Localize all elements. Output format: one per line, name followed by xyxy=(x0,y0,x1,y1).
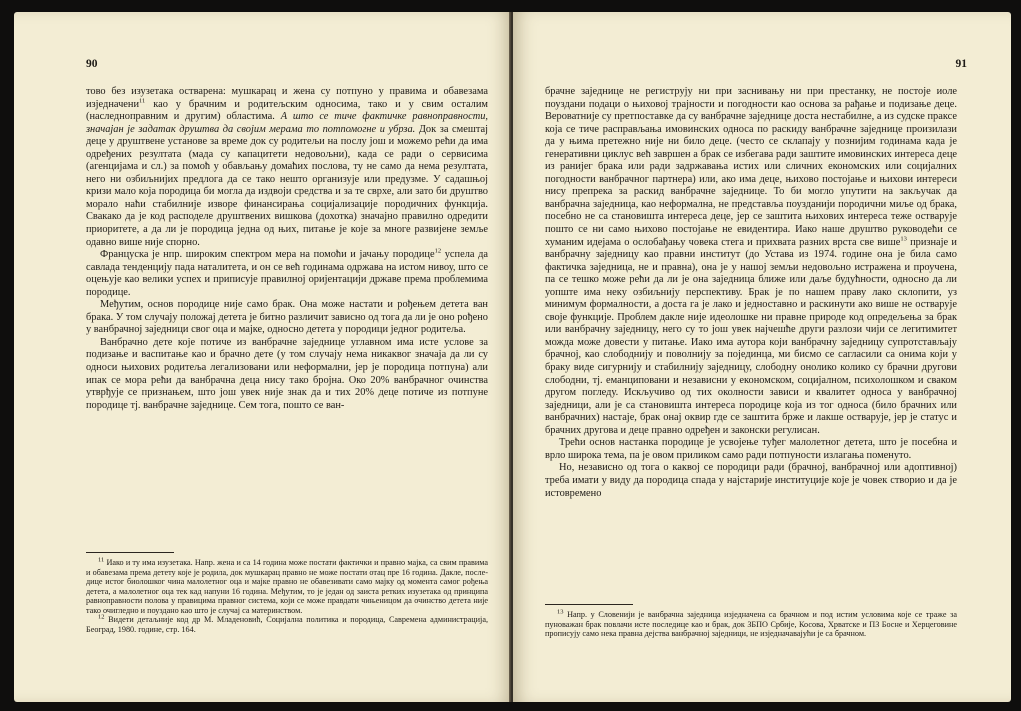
footnotes xyxy=(545,610,957,639)
paragraph: брачне заједнице не региструју ни при заснивању ни при престанку, не постоје иоле поуздани подаци о њиховој трајности и погодности као основа за рађање и подизање деце. Вероватније су претпоставке да су ванбрачне заједнице доста нестабилне, а из судске праксе која се тиче расправљања имовинских односа по раскиду ванбрачне заједнице произилази да у њима претежно није ни било деце. (често се склапају у познијим годинама када је генеративни циклус већ завршен а брак се избегава ради заштите имовинских интереса деце из ранијег брака или ради задржавања истих или сличних економских или социјалних погодности ванбрачног партнера) или, ако има деце, њихово постојање и њихови интереси нису препрека за раскид ванбрачне заједнице. То би могло упутити на закључак да ванбрачна заједница, као неформална, не представља поузданији породични миље од брака, посебно не са становишта интереса деце, јер се заштита њихових интереса теже остварује пошто се ни само њихово постојање не евидентира. Иако наше друштво руководећи се хуманим идејама о ослобађању човека стега и прихвата разних врста све више$^{13}$ признаје и ванбрачну заједницу као правни институт (до Устава из 1974. године она је била само фактичка заједница, не и правна), она је у нашој земљи недовољно истражена и проучена, па се тешко може рећи да ли је она заједница ближе или даље будућности, односно да ли уопште има неку озбиљнију перспективу. Брак је по нашем праву лако склопити, уз минимум формалности, а доста га је лако и једноставно и раскинути ако више не остварује своје функције. Проблем дакле није идеолошке ни правне природе код опредељења за брак или ванбрачну заједницу, него су то још увек најчешће други разлози чији се легитимитет можда може довести у питање. Иако има аутора који ванбрачну заједницу супротстављају брачној, као слободнију и поволнију за појединца, ми бисмо се сагласили са онима који у браку виде сигурнију и стабилнију заједницу, слободну онолико колико су брачни другови слободни, тј. еманциповани и независни у економском, социјалном, психолошком и сваком другом погледу. Искључиво од тих околности зависи и квалитет односа у ванбрачној заједници, али је са становишта интереса породице која из тог односа (било брачних или ванбрачних) настаје, брак онај оквир где се заштита брже и лакше остварује, јер је статус и брачних другова и деце правно одређен и законски регулисан. xyxy=(545,86,957,436)
footnotes xyxy=(86,558,488,634)
paragraph: Трећи основ настанка породице је усвојење туђег малолетног детета, што је посебна и врло широка тема, па је овом приликом само ради потпуности излагања поменуто. xyxy=(545,437,957,461)
page-number: 91 xyxy=(955,58,967,70)
paragraph: Међутим, основ породице није само брак. Она може настати и рођењем детета ван брака. У том случају положај детета је битно различит зависно од тога да ли је оно рођено у ванбрачној заједници свог оца и мајке, односно детета у породици једног родитеља. xyxy=(86,299,488,336)
page-body xyxy=(545,86,957,500)
footnote-divider xyxy=(545,604,633,605)
footnote: $^{13}$ Напр. у Словенији је ванбрачна заједница изједначена са брачном и под истим условима које се тражe за пуноважан брак повлачи исте последице као и брак, док ЗБПО Србије, Косова, Хрватске и ПЗ Босне и Херцеговине прописују само нека правна дејства ванбрачној заједници, не изједначавајући је са брачном. xyxy=(545,608,957,639)
paragraph: Француска је нпр. широким спектром мера на помоћи и јачању породице$^{12}$ успела да савлада тенденцију пада наталитета, и он се већ годинама одржава на истом нивоу, што се оцењује као велики успех и приписује правилној оријентацији државе према проблемима породице. xyxy=(86,247,488,298)
footnote: $^{12}$ Видети детаљније код др М. Младеновић, Социјална политика и породица, Савремена администрација, Београд, 1980. године, стр. 164. xyxy=(86,613,488,634)
paragraph: тово без изузетака остварена: мушкарац и жена су потпуно у правима и обавезама изједначени$^{11}$ као у брачним и родитељским односима, тако и у свим осталим (наследноправним и другим) областима. А што се тиче фактичке равноправности, значајан је задатак друштва да својим мерама то потпомогне и убрза. Док за смештај деце у друштвене установе за време док су родитељи на послу још и можемо рећи да има одређених резултата (мада су капацитети недовољни), када се ради о сервисима (агенцијама и сл.) за помоћ у обављању домаћих послова, ту не само да нема резултата, него ни озбиљнијих предлога да се тако нешто организује или предузме. У садашњој кризи мало која породица би могла да издвоји средства и за те сврхе, али зато би друштво морало наћи стабилније изворе финансирања социјализације породичних функција. Свакако да је код расподеле друштвених вишкова (дохотка) значајно правилно одредити приоритете, а да ли је породица једна од њих, питање је које за многе развијене земље одавно више није спорно. xyxy=(86,86,489,248)
left-page xyxy=(14,12,511,702)
paragraph: Но, независно од тога о каквој се породици ради (брачној, ванбрачној или адоптивној) треба имати у виду да породица спада у најстарије институције које је човек створио и да је истовремено xyxy=(545,462,957,499)
footnote-divider xyxy=(86,552,174,553)
right-page xyxy=(513,12,1011,702)
footnote: $^{11}$ Иако и ту има изузетака. Напр. жена и са 14 година може постати фактички и правно мајка, са свим правима и обавезама према детету које је родила, док мушкарац правно не може постати отац пре 16 година. Дакле, после-дице истог биолошког чина малолетног оца и мајке правно не обавезивати само мајку од момента самог рођења детета, а малолетног оца тек кад напуни 16 година. Међутим, то је један од заиста ретких изузетака од принципа равноправности полова у правицима правног система, који се може правдати чињеницом да очинство детета није тако очигледно и поуздано као што је случај са материнством. xyxy=(86,556,489,615)
page-body xyxy=(86,86,488,412)
paragraph: Ванбрачно дете које потиче из ванбрачне заједнице углавном има исте услове за подизање и васпитање као и брачно дете (у том случају нема никаквог значаја да ли су односи њихових родитеља легализовани или неформални, јер је породица потпуна) али ипак се мора рећи да ванбрачна деца нису тако бројна. Око 20% ванбрачног очинства утврђује се признањем, што још увек није знак да и тих 20% деце потиче из потпуне породице тј. ванбрачне заједнице. Сем тога, пошто се ван- xyxy=(86,336,488,411)
page-number: 90 xyxy=(86,58,98,70)
